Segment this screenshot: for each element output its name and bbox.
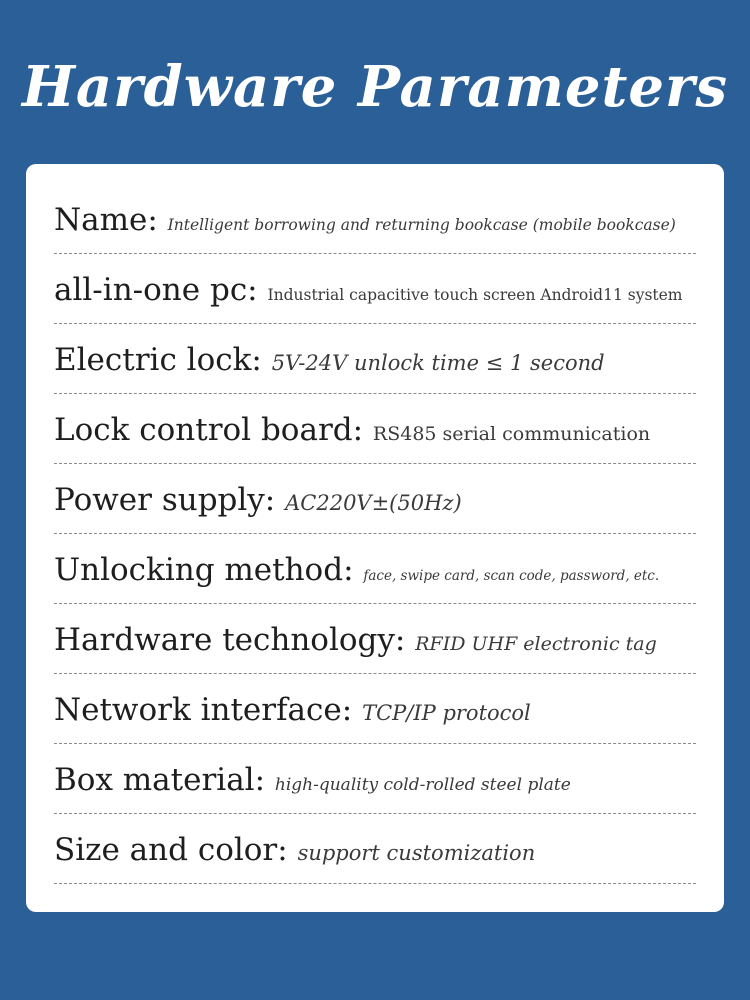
param-value: Industrial capacitive touch screen Android11 system (267, 286, 683, 304)
param-value: 5V-24V unlock time ≤ 1 second (271, 351, 605, 375)
param-label: Unlocking method: (54, 552, 364, 588)
param-label: Hardware technology: (54, 622, 416, 658)
param-value: AC220V±(50Hz) (285, 491, 462, 515)
param-value: RFID UHF electronic tag (415, 633, 657, 655)
param-label: Box material: (54, 762, 275, 798)
param-row-lock-control-board (54, 394, 696, 464)
param-value: high-quality cold-rolled steel plate (274, 775, 571, 795)
param-label: Power supply: (54, 482, 286, 518)
param-label: Size and color: (54, 832, 298, 868)
param-label: Electric lock: (54, 342, 272, 378)
param-value: face, swipe card, scan code, password, etc. (363, 568, 660, 584)
param-label: Lock control board: (54, 412, 373, 448)
param-row-box-material (54, 744, 696, 814)
param-row-unlocking-method (54, 534, 696, 604)
param-value: Intelligent borrowing and returning bookcase (mobile bookcase) (167, 216, 676, 234)
param-row-name (54, 184, 696, 254)
page-title: Hardware Parameters (21, 54, 729, 120)
param-value: TCP/IP protocol (362, 701, 531, 725)
param-label: Name: (54, 202, 168, 238)
param-label: Network interface: (54, 692, 363, 728)
param-row-all-in-one-pc (54, 254, 696, 324)
parameters-panel (26, 164, 724, 912)
param-row-network-interface (54, 674, 696, 744)
param-value: RS485 serial communication (372, 423, 651, 445)
param-row-hardware-technology (54, 604, 696, 674)
param-row-size-and-color (54, 814, 696, 884)
param-value: support customization (297, 841, 536, 865)
param-row-electric-lock (54, 324, 696, 394)
param-row-power-supply (54, 464, 696, 534)
param-label: all-in-one pc: (54, 272, 268, 308)
